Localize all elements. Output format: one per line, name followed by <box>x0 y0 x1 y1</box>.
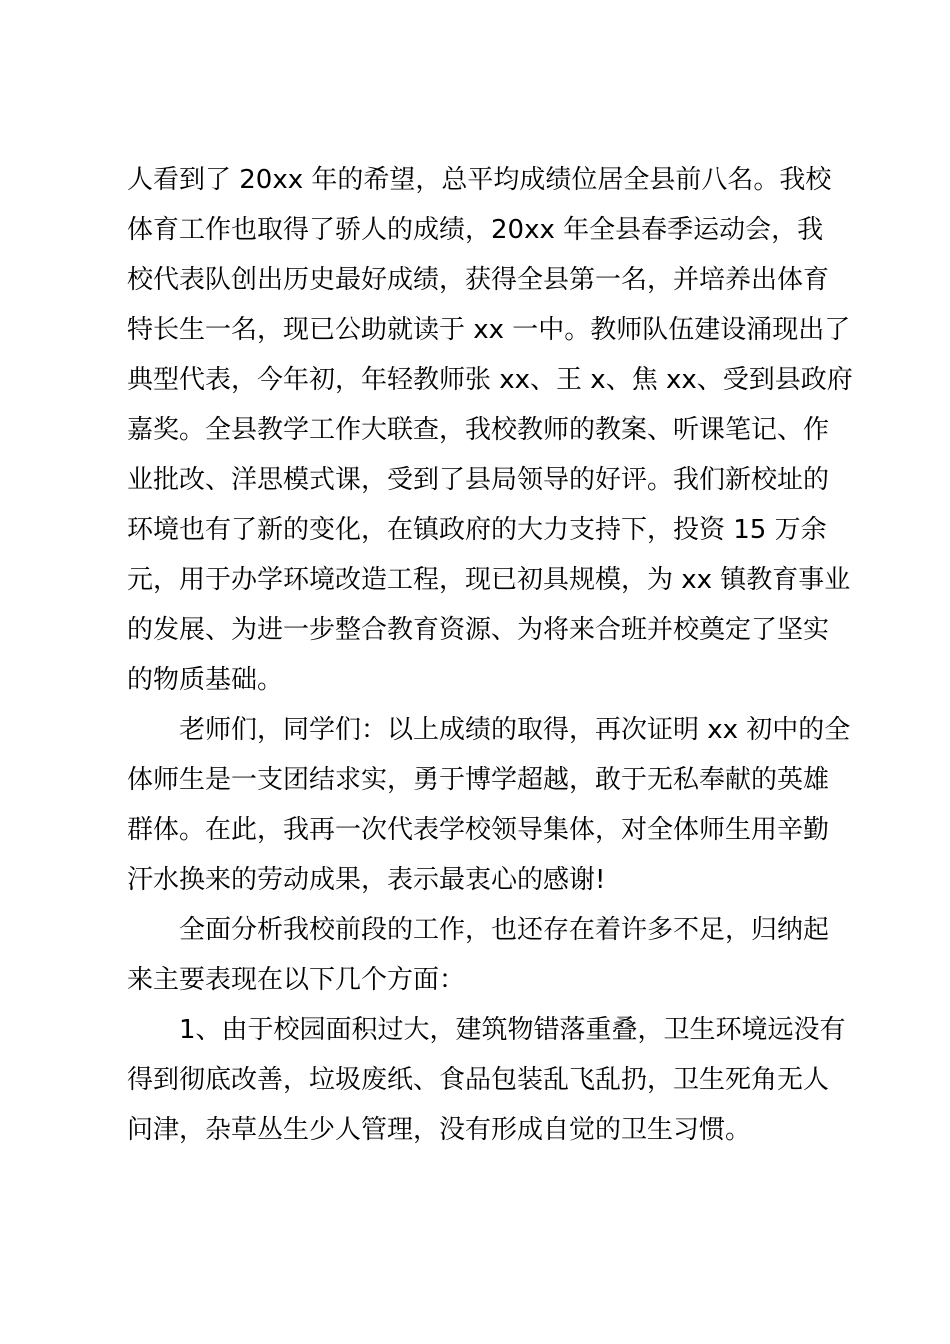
text-line: 群体。在此，我再一次代表学校领导集体，对全体师生用辛勤 <box>127 815 830 845</box>
paragraph-achievements <box>127 155 853 705</box>
text-line: 全面分析我校前段的工作，也还存在着许多不足，归纳起 <box>179 915 830 945</box>
text-line: 元，用于办学环境改造工程，现已初具规模，为 xx 镇教育事业 <box>127 565 851 595</box>
text-line: 老师们，同学们：以上成绩的取得，再次证明 xx 初中的全 <box>179 715 851 745</box>
text-line: 人看到了 20xx 年的希望，总平均成绩位居全县前八名。我校 <box>127 165 832 195</box>
text-line: 体师生是一支团结求实，勇于博学超越，敢于无私奉献的英雄 <box>127 765 830 795</box>
text-line: 来主要表现在以下几个方面： <box>127 965 466 995</box>
text-line: 嘉奖。全县教学工作大联查，我校教师的教案、听课笔记、作 <box>127 415 830 445</box>
paragraph-item-1 <box>127 1005 846 1155</box>
text-line: 的发展、为进一步整合教育资源、为将来合班并校奠定了坚实 <box>127 615 830 645</box>
text-line: 典型代表，今年初，年轻教师张 xx、王 x、焦 xx、受到县政府 <box>127 365 853 395</box>
document-body <box>127 155 853 1155</box>
text-line: 汗水换来的劳动成果，表示最衷心的感谢! <box>127 865 606 895</box>
text-line: 的物质基础。 <box>127 665 284 695</box>
paragraph-shortcomings-intro <box>127 905 833 1005</box>
text-line: 得到彻底改善，垃圾废纸、食品包装乱飞乱扔，卫生死角无人 <box>127 1065 830 1095</box>
paragraph-thanks <box>127 705 851 905</box>
text-line: 体育工作也取得了骄人的成绩，20xx 年全县春季运动会，我 <box>127 215 824 245</box>
text-line: 校代表队创出历史最好成绩，获得全县第一名，并培养出体育 <box>127 265 830 295</box>
text-line: 环境也有了新的变化，在镇政府的大力支持下，投资 15 万余 <box>127 515 827 545</box>
text-line: 1、由于校园面积过大，建筑物错落重叠，卫生环境远没有 <box>179 1015 846 1045</box>
text-line: 特长生一名，现已公助就读于 xx 一中。教师队伍建设涌现出了 <box>127 315 851 345</box>
text-line: 问津，杂草丛生少人管理，没有形成自觉的卫生习惯。 <box>127 1115 752 1145</box>
text-line: 业批改、洋思模式课，受到了县局领导的好评。我们新校址的 <box>127 465 830 495</box>
